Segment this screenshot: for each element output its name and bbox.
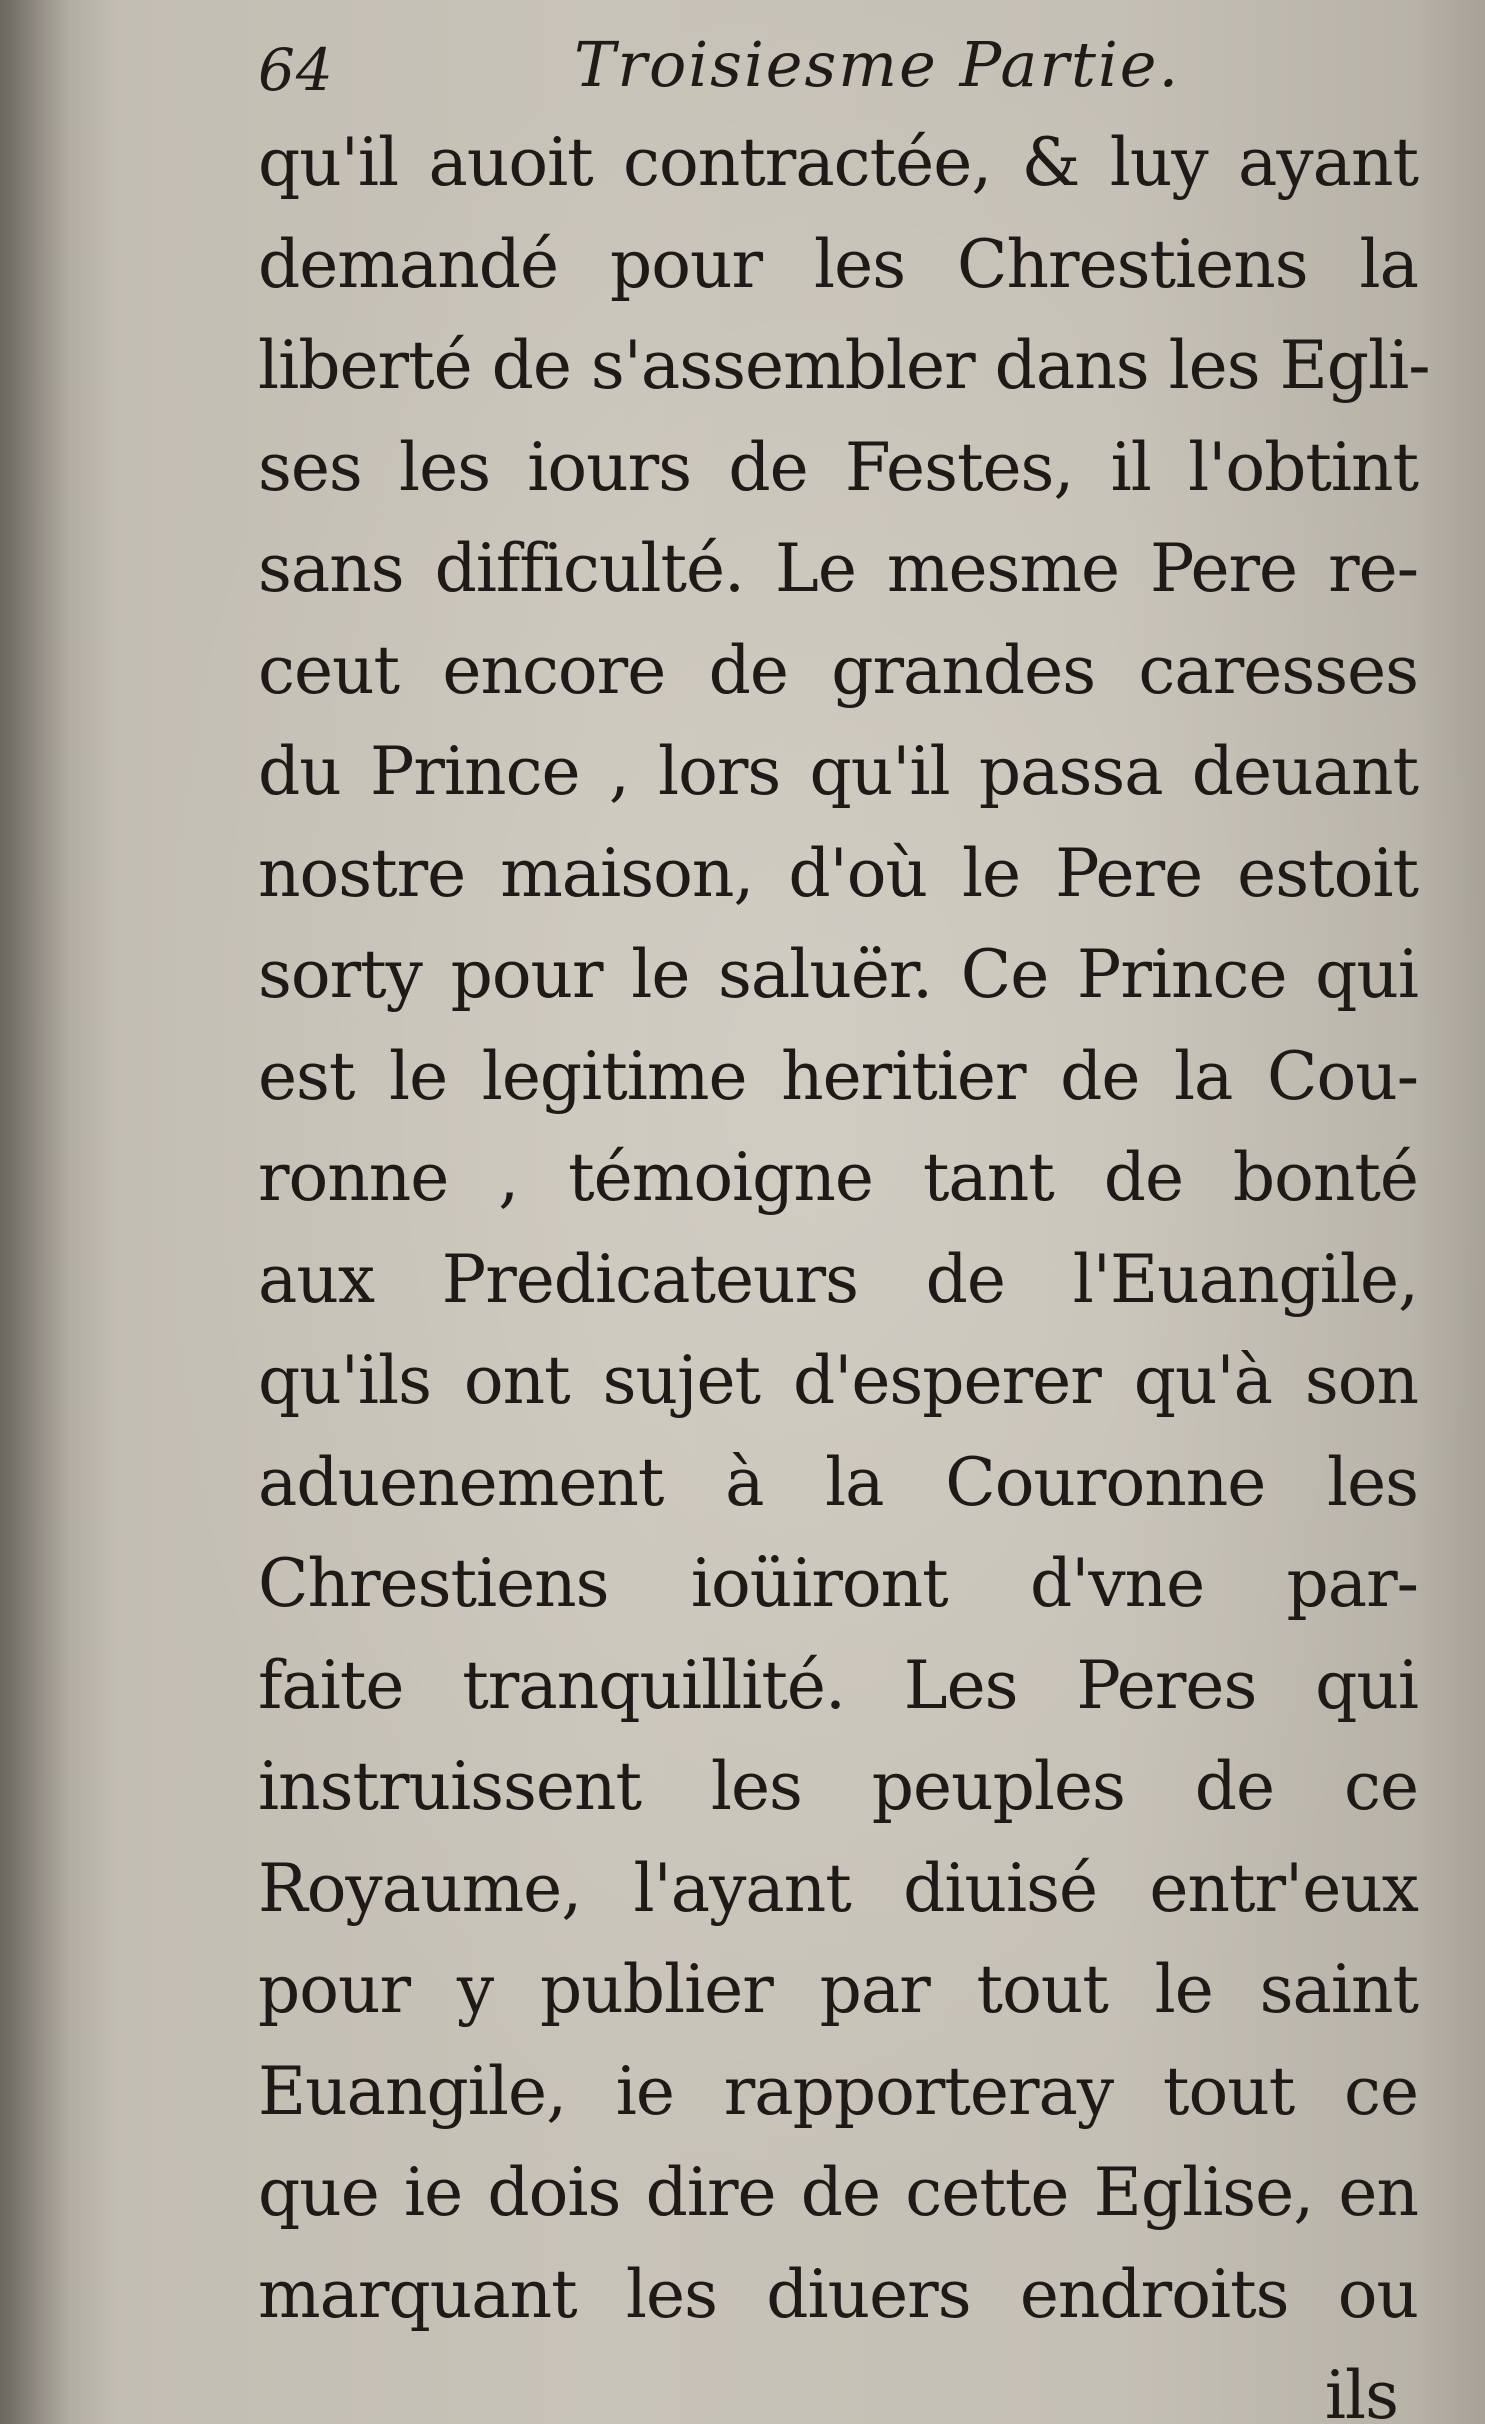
text-line: qu'il auoit contractée, & luy ayant: [258, 124, 1418, 201]
body-text: [258, 112, 1430, 2424]
text-line: instruissent les peuples de ce: [258, 1748, 1418, 1825]
text-line: Chrestiens ioüiront d'vne par-: [258, 1545, 1418, 1622]
text-line: Euangile, ie rapporteray tout ce: [258, 2052, 1418, 2130]
page-number: 64: [258, 36, 334, 104]
page-header: [258, 22, 1258, 112]
text-line: du Prince , lors qu'il passa deuant: [258, 733, 1418, 810]
text-line: ses les iours de Festes, il l'obtint: [258, 428, 1418, 506]
text-line: liberté de s'assembler dans les Egli-: [258, 327, 1430, 404]
text-line: faite tranquillité. Les Peres qui: [258, 1646, 1418, 1724]
text-line: aduenement à la Couronne les: [258, 1443, 1418, 1521]
text-line: est le legitime heritier de la Cou-: [258, 1037, 1418, 1115]
catchword: ils: [1324, 2357, 1398, 2424]
text-line: ronne , témoigne tant de bonté: [258, 1139, 1418, 1216]
text-line: que ie dois dire de cette Eglise, en: [258, 2154, 1418, 2231]
text-line: ceut encore de grandes caresses: [258, 631, 1418, 709]
text-line: aux Predicateurs de l'Euangile,: [258, 1240, 1418, 1318]
text-line: marquant les diuers endroits ou: [258, 2255, 1418, 2333]
running-head: Troisiesme Partie.: [574, 28, 1181, 101]
text-line: pour y publier par tout le saint: [258, 1951, 1418, 2028]
text-line: demandé pour les Chrestiens la: [258, 225, 1418, 303]
text-line: sorty pour le saluër. Ce Prince qui: [258, 936, 1418, 1013]
text-line: nostre maison, d'où le Pere estoit: [258, 834, 1418, 912]
text-line: sans difficulté. Le mesme Pere re-: [258, 530, 1418, 607]
gutter-shadow: [0, 0, 70, 2424]
text-line: qu'ils ont sujet d'esperer qu'à son: [258, 1342, 1418, 1419]
text-line: Royaume, l'ayant diuisé entr'eux: [258, 1849, 1418, 1927]
